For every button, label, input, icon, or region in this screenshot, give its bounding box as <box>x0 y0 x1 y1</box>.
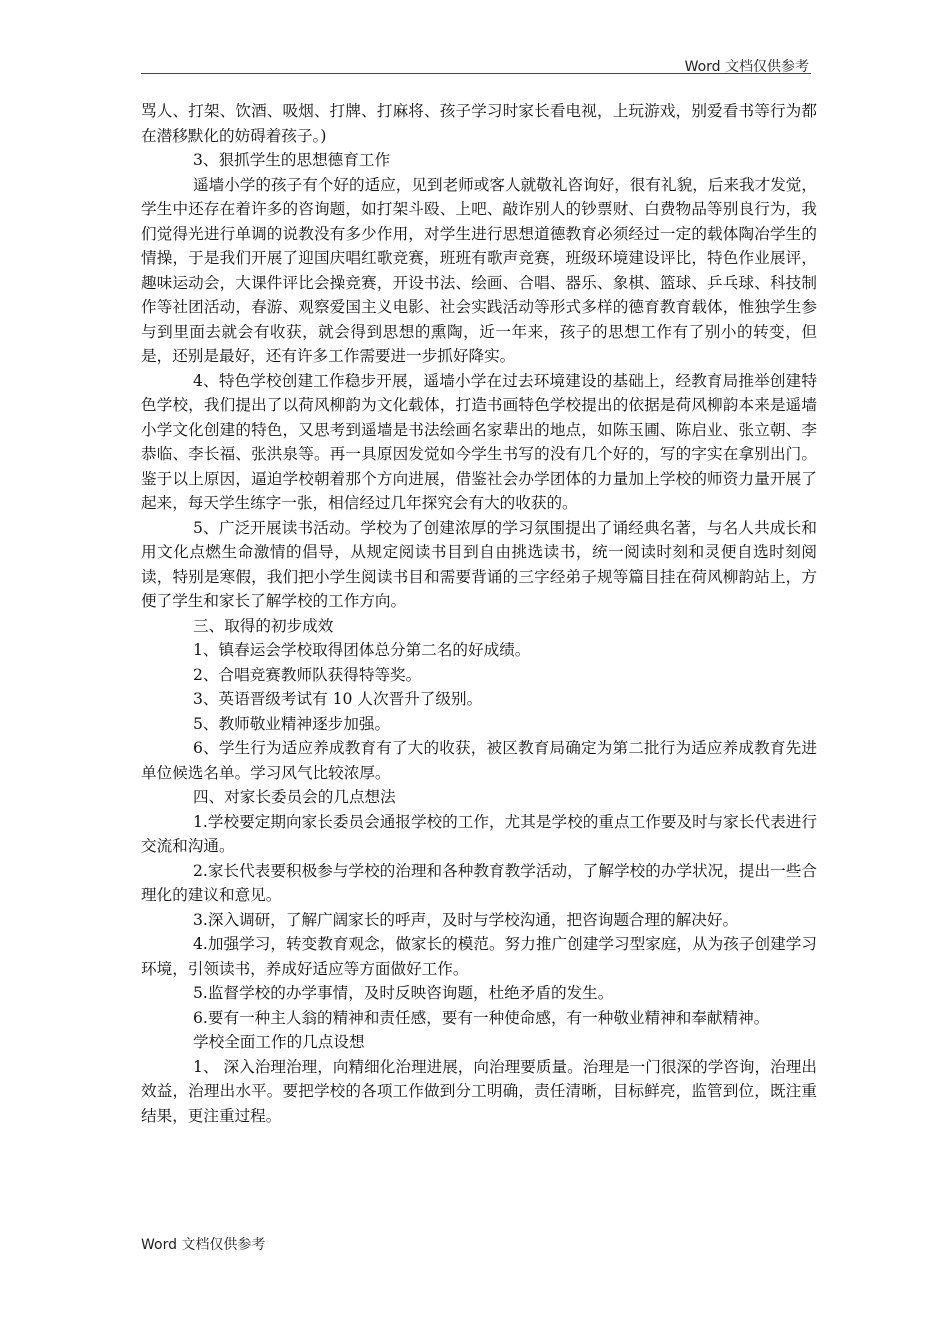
list-item: 6、学生行为适应养成教育有了大的收获，被区教育局确定为第二批行为适应养成教育先进单位候选名单。学习风气比较浓厚。 <box>141 739 817 782</box>
list-item: 2.家长代表要积极参与学校的治理和各种教育教学活动，了解学校的办学状况，提出一些合理化的建议和意见。 <box>141 861 817 904</box>
list-item: 1、 深入治理治理，向精细化治理进展，向治理要质量。治理是一门很深的学咨询，治理出效益，治理出水平。要把学校的各项工作做到分工明确，责任清晰，目标鲜亮，监管到位，既注重结果，更注重过程。 <box>141 1057 817 1125</box>
section-heading: 学校全面工作的几点设想 <box>193 1033 365 1051</box>
list-item: 4.加强学习，转变教育观念，做家长的模范。努力推广创建学习型家庭，从为孩子创建学习环境，引领读书，养成好适应等方面做好工作。 <box>141 935 817 978</box>
section-heading: 三、取得的初步成效 <box>193 616 334 635</box>
paragraph: 4、特色学校创建工作稳步开展，遥墙小学在过去环境建设的基础上，经教育局推举创建特色学校，我们提出了以荷风柳韵为文化载体，打造书画特色学校提出的依据是荷风柳韵本来是遥墙小学文化创建的特色，又思考到遥墙是书法绘画名家辈出的地点，如陈玉圃、陈启业、张立朝、李恭临、李长福、张洪泉等。再一具原因发觉如今学生书写的没有几个好的，写的字实在拿别出门。鉴于以上原因，逼迫学校朝着那个方向进展，借鉴社会办学团体的力量加上学校的师资力量开展了起来，每天学生练字一张，相信经过几年探究会有大的收获的。 <box>141 371 817 512</box>
list-item: 1、镇春运会学校取得团体总分第二名的好成绩。 <box>193 641 531 659</box>
page-footer: Word 文档仅供参考 <box>141 1237 266 1253</box>
list-item: 5、教师敬业精神逐步加强。 <box>193 714 391 733</box>
section-heading: 3、狠抓学生的思想德育工作 <box>193 151 391 169</box>
paragraph: 5、广泛开展读书活动。学校为了创建浓厚的学习氛围提出了诵经典名著，与名人共成长和用文化点燃生命激情的倡导，从规定阅读书目到自由挑选读书，统一阅读时刻和灵便自选时刻阅读，特别是寒假，我们把小学生阅读书目和需要背诵的三字经弟子规等篇目挂在荷风柳韵站上，方便了学生和家长了解学校的工作方向。 <box>141 518 817 610</box>
section-heading: 四、对家长委员会的几点想法 <box>193 788 396 806</box>
document-body <box>141 99 817 1128</box>
paragraph: 骂人、打架、饮酒、吸烟、打牌、打麻将、孩子学习时家长看电视，上玩游戏，别爱看书等行为都在潜移默化的妨碍着孩子。) <box>141 102 817 145</box>
list-item: 3.深入调研，了解广阔家长的呼声，及时与学校沟通，把咨询题合理的解决好。 <box>193 910 739 929</box>
list-item: 5.监督学校的办学事情，及时反映咨询题，杜绝矛盾的发生。 <box>193 984 614 1002</box>
list-item: 1.学校要定期向家长委员会通报学校的工作，尤其是学校的重点工作要及时与家长代表进行交流和沟通。 <box>141 812 817 855</box>
list-item: 2、合唱竞赛教师队获得特等奖。 <box>193 665 422 684</box>
list-item: 6.要有一种主人翁的精神和责任感，要有一种使命感，有一种敬业精神和奉献精神。 <box>193 1008 770 1027</box>
header-divider <box>141 73 811 74</box>
page-header: Word 文档仅供参考 <box>684 59 809 75</box>
paragraph: 遥墙小学的孩子有个好的适应，见到老师或客人就敬礼咨询好，很有礼貌，后来我才发觉，学生中还存在着许多的咨询题，如打架斗殴、上吧、敲诈别人的钞票财、白费物品等别良行为，我们觉得光进行单调的说教没有多少作用，对学生进行思想道德教育必须经过一定的载体陶冶学生的情操，于是我们开展了迎国庆唱红歌竞赛，班班有歌声竞赛，班级环境建设评比，特色作业展评，趣味运动会，大课件评比会操竞赛，开设书法、绘画、合唱、器乐、象棋、篮球、乒乓球、科技制作等社团活动，春游、观察爱国主义电影、社会实践活动等形式多样的德育教育载体，惟独学生参与到里面去就会有收获，就会得到思想的熏陶，近一年来，孩子的思想工作有了别小的转变，但是，还别是最好，还有许多工作需要进一步抓好降实。 <box>141 175 817 365</box>
list-item: 3、英语晋级考试有 10 人次晋升了级别。 <box>193 690 483 708</box>
